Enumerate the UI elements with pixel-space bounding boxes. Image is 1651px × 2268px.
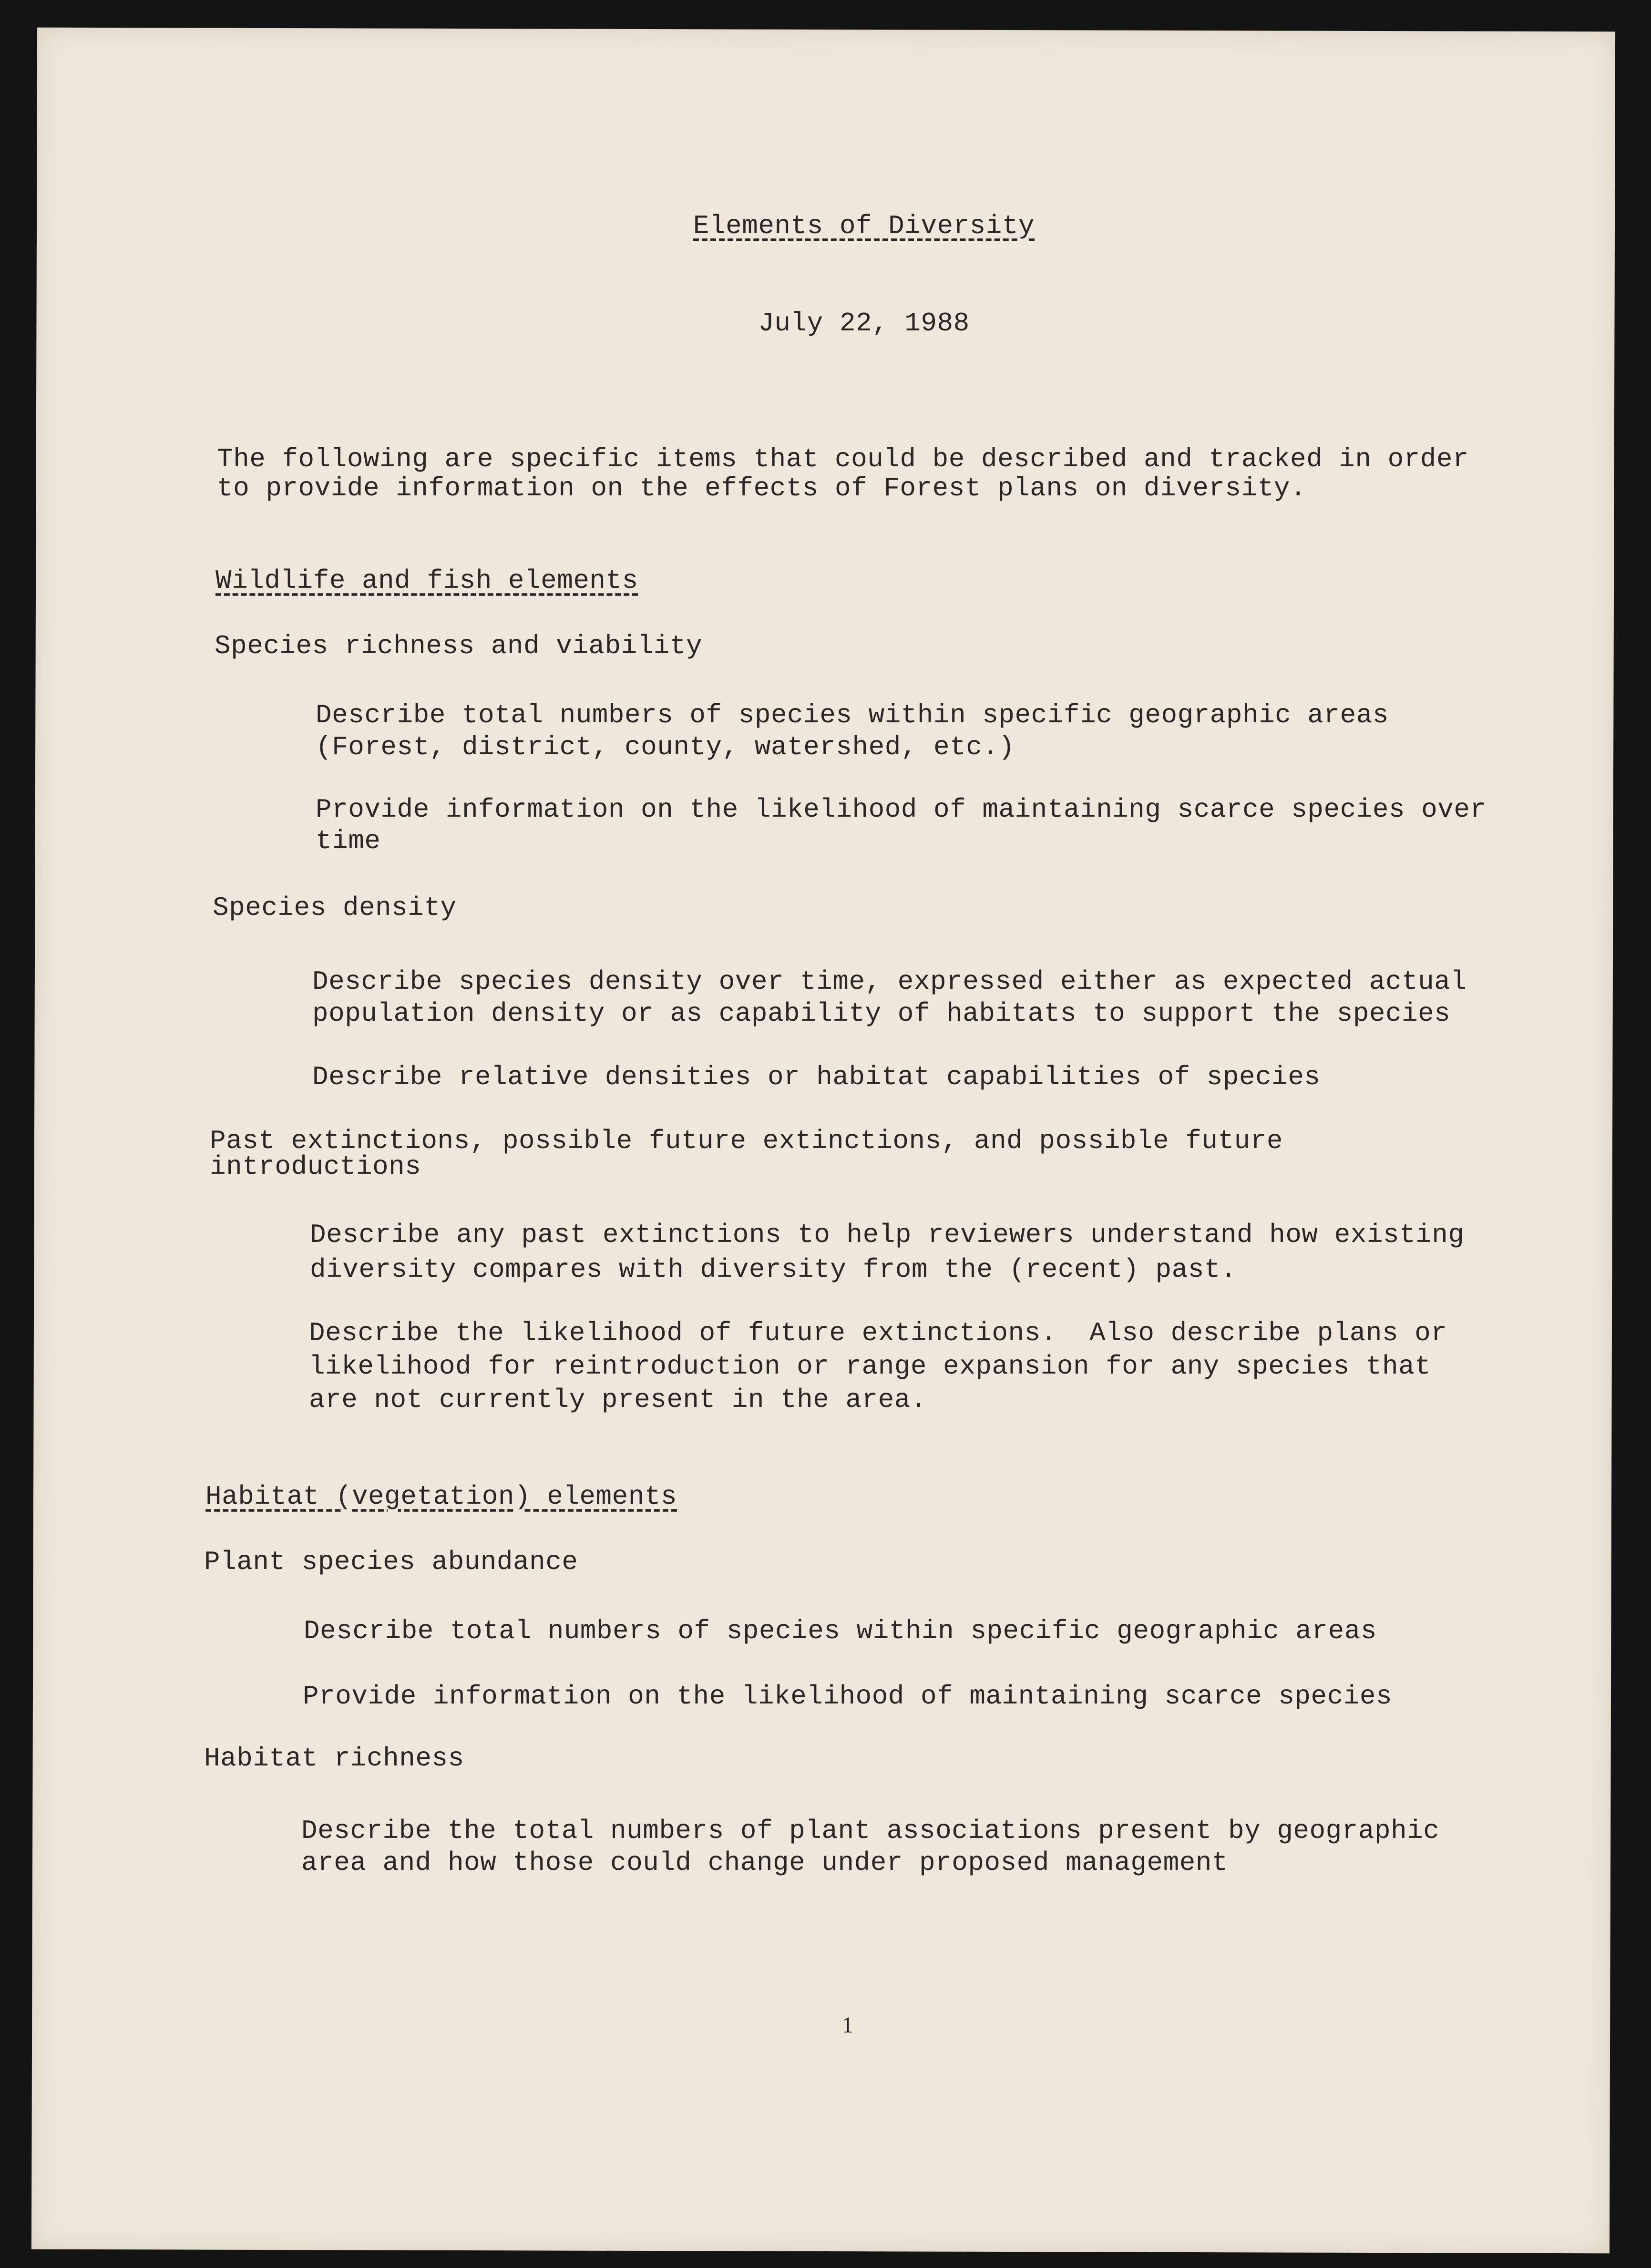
detail-line: Describe the likelihood of future extinctions. Also describe plans or (309, 1318, 1447, 1348)
intro-line: to provide information on the effects of Forest plans on diversity. (217, 473, 1307, 503)
section-heading: Habitat (vegetation) elements (205, 1481, 677, 1512)
detail-line: (Forest, district, county, watershed, etc.) (316, 732, 1015, 762)
detail-line: Describe species density over time, expressed either as expected actual (312, 966, 1467, 997)
detail-line: Provide information on the likelihood of maintaining scarce species over (316, 794, 1487, 825)
detail-line: likelihood for reintroduction or range expansion for any species that (309, 1351, 1431, 1382)
page-number: 1 (841, 2012, 854, 2038)
section-heading: Wildlife and fish elements (215, 565, 638, 596)
intro-line: The following are specific items that could be described and tracked in order (217, 444, 1469, 474)
detail-line: Describe any past extinctions to help reviewers understand how existing (310, 1220, 1465, 1250)
detail-line: diversity compares with diversity from the (recent) past. (310, 1254, 1237, 1285)
item-label: Past extinctions, possible future extinctions, and possible future (210, 1126, 1283, 1156)
detail-line: population density or as capability of habitats to support the species (312, 998, 1451, 1029)
document-title: Elements of Diversity (693, 211, 1035, 241)
detail-line: time (316, 826, 381, 856)
item-label: Species density (213, 893, 457, 923)
document-date: July 22, 1988 (758, 308, 970, 339)
detail-line: Describe total numbers of species within specific geographic areas (316, 700, 1389, 730)
detail-line: Provide information on the likelihood of maintaining scarce species (303, 1681, 1393, 1712)
detail-line: Describe the total numbers of plant associations present by geographic (301, 1816, 1440, 1846)
detail-line: area and how those could change under proposed management (301, 1847, 1229, 1878)
detail-line: Describe relative densities or habitat capabilities of species (312, 1062, 1321, 1092)
detail-line: are not currently present in the area. (309, 1385, 927, 1415)
item-label: Habitat richness (204, 1743, 464, 1774)
detail-line: Describe total numbers of species within specific geographic areas (304, 1616, 1377, 1646)
item-label: Plant species abundance (204, 1547, 578, 1577)
item-label: Species richness and viability (215, 631, 703, 661)
item-label: introductions (210, 1151, 421, 1182)
